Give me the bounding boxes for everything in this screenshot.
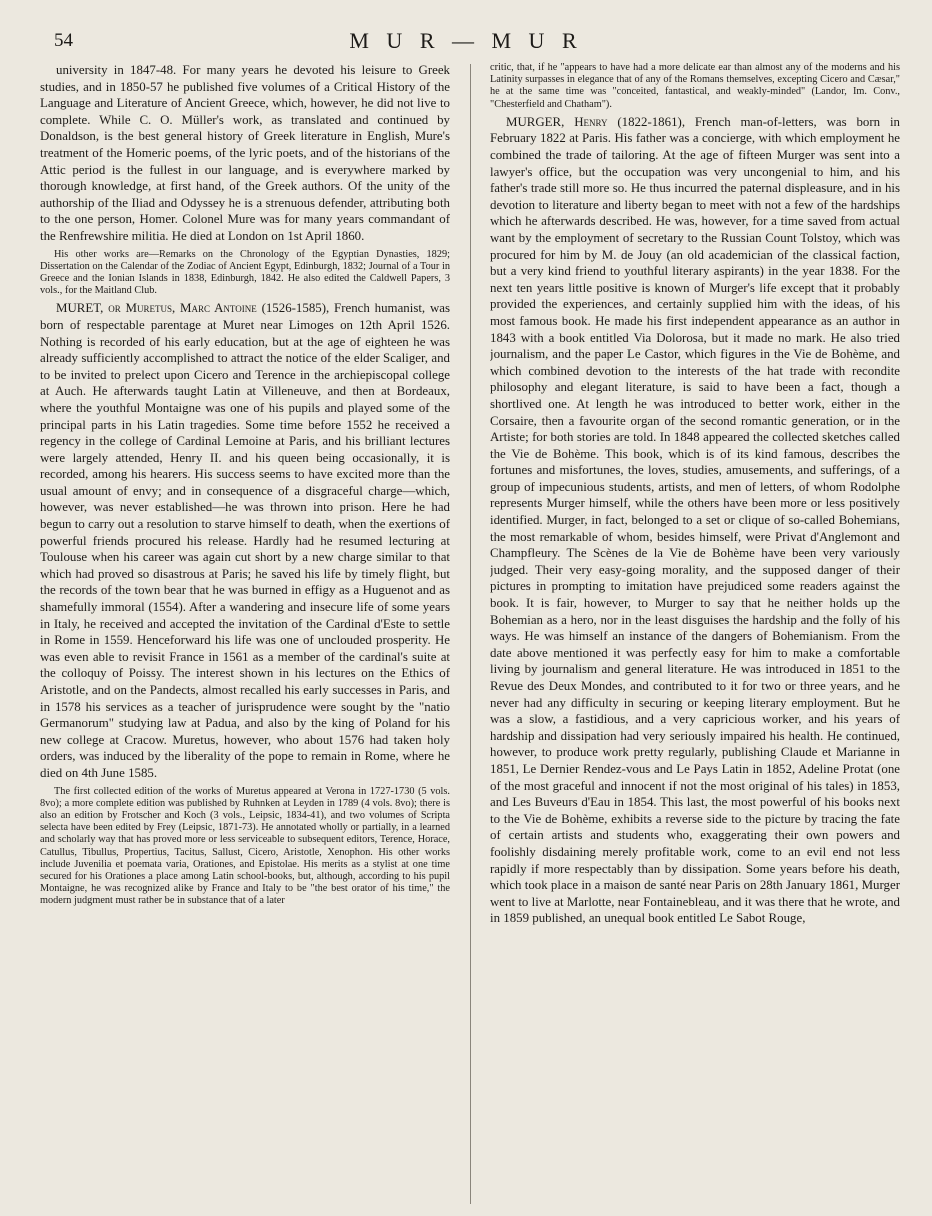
muret-paragraph [40,300,450,781]
muret-entry-text: (1526-1585), French humanist, was born of respectable parentage at Muret near Limoges on 12th April 1526. Nothing is recorded of his early education, but at the age of eighteen he was already sufficiently accomplished to attract the notice of the elder Scaliger, and to be invited to prelect upon Cicero and Terence in the archiepiscopal college at Auch. He afterwards taught Latin at Villeneuve, and then at Bordeaux, where the youthful Montaigne was one of his pupils and played some of the principal parts in his Latin tragedies. Some time before 1552 he received a regency in the college of Cardinal Lemoine at Paris, and his brilliant lectures were largely attended, Henry II. and his queen being occasionally, it is recorded, among his hearers. His success seems to have excited more than the usual amount of envy; and in consequence of a disgraceful charge—which, however, was never established—he was thrown into prison. Here he had begun to carry out a resolution to starve himself to death, when the exertions of powerful friends procured his release. Hardly had he resumed lecturing at Toulouse when his career was again cut short by a new charge similar to that which had proved so disastrous at Paris; he saved his life by timely flight, but the records of the town bear that he was burned in effigy as a Huguenot and as shamefully immoral (1554). After a wandering and insecure life of some years in Italy, he received and accepted the invitation of the Cardinal d'Este to settle in Rome in 1559. Henceforward his life was one of unclouded prosperity. He was even able to revisit France in 1561 as a member of the cardinal's suite at the colloquy of Poissy. The interest shown in his lectures on the Ethics of Aristotle, and on the Pandects, almost recalled his early successes in Paris, and in 1578 his services as a teacher of jurisprudence were sought by the "natio Germanorum" studying law at Padua, and also by the king of Poland for his new college at Cracow. Muretus, however, who about 1576 had taken holy orders, was induced by the liberality of the pope to remain in Rome, where he died on 4th June 1585. [40,301,450,780]
mure-works-note: His other works are—Remarks on the Chronology of the Egyptian Dynasties, 1829; Dissertation on the Calendar of the Zodiac of Ancient Egypt, Edinburgh, 1832; Journal of a Tour in Greece and the Ionian Islands in 1838, Edinburgh, 1842. He also edited the Caldwell Papers, 3 vols., for the Maitland Club. [40,248,450,297]
murger-paragraph [490,114,900,927]
page-heading: M U R — M U R [349,28,583,53]
muret-entry-heading: MURET, or Muretus, Marc Antoine [56,301,257,316]
muret-editions-note: The first collected edition of the works of Muretus appeared at Verona in 1727-1730 (5 vols. 8vo); a more complete edition was published by Ruhnken at Leyden in 1789 (4 vols. 8vo); there is also an edition by Frotscher and Koch (3 vols., Leipsic, 1834-41), and two volumes of Scripta selecta have been edited by Frey (Leipsic, 1871-73). He annotated wholly or partially, in a learned and scholarly way that has proved more or less serviceable to subsequent editors, Terence, Horace, Catullus, Tibullus, Propertius, Tacitus, Sallust, Cicero, Aristotle, Xenophon. His other works include Juvenilia et poemata varia, Orationes, and Epistolae. His merits as a stylist at one time secured for his Orationes a place among Latin school-books, but, although, according to his pupil Montaigne, he was recognized alike by France and Italy to be "the best orator of his time," the modern judgment must rather be in substance that of a later [40,785,450,907]
column-divider [470,64,471,1204]
mure-paragraph: university in 1847-48. For many years he devoted his leisure to Greek studies, and in 1850-57 he published five volumes of a Critical History of the Language and Literature of Ancient Greece, which, however, he did not live to complete. While C. O. Müller's work, as translated and continued by Donaldson, is the best general history of Greek literature in English, Mure's treatment of the Homeric poems, of the lyric poets, and of the historians of the Attic period is the fullest in our language, and is everywhere marked by thorough knowledge, at first hand, of the Greek authors. Of the unity of the authorship of the Iliad and Odyssey he is a strenuous defender, attributing both to the one person, Homer. Colonel Mure was for many years commandant of the Renfrewshire militia. He died at London on 1st April 1860. [40,63,450,243]
murger-entry-heading: MURGER, Henry [506,114,608,129]
text-columns [40,62,900,1208]
muret-note-continuation: critic, that, if he "appears to have had a more delicate ear than almost any of the moderns and his Latinity surpasses in elegance that of any of the Romans themselves, excepting Cicero and Cæsar," he at the same time was "conceited, fantastical, and weakly-minded" (Landor, Im. Conv., "Chesterfield and Chatham"). [490,62,900,110]
murger-entry-text: (1822-1861), French man-of-letters, was born in February 1822 at Paris. His father was a concierge, with which employment he combined the trade of tailoring. At the age of fifteen Murger was sent into a lawyer's office, but the occupation was very uncongenial to him, and his father's trade still more so. He thus incurred the paternal displeasure, and in his devotion to literature and liberty began to meet with not a few of the hardships which he afterwards described. He was, however, for a time saved from actual want by the employment of secretary to the Russian Count Tolstoy, which was procured for him by M. de Jouy (an old academician of the classical faction, but a very kind friend to youthful literary aspirants) in the year 1838. For the next ten years little positive is known of Murger's life except that it probably provided the experiences, and certainly supplied him with the ideas, of his most famous book. He made his first independent appearance as an author in 1843 with a book entitled Via Dolorosa, but it made no mark. He also tried journalism, and the paper Le Castor, which figures in the Vie de Bohème, and which combined devotion to the interests of the hat trade with recondite philosophy and elegant literature, is said to have been a fact, though a shortlived one. At length he was introduced to better work, either in the Corsaire, then a favourite organ of the second romantic generation, or in the Artiste; for both stories are told. In 1848 appeared the collected sketches called the Vie de Bohème. This book, which is of its kind famous, describes the fortunes and misfortunes, the loves, studies, amusements, and sufferings, of a group of impecunious students, artists, and men of letters, of whom Rodolphe represents Murger himself, while the others have been more or less positively identified. Murger, in fact, belonged to a set or clique of so-called Bohemians, the most remarkable of whom, besides himself, were Privat d'Anglemont and Champfleury. The Scènes de la Vie de Bohème have been very variously judged. Their very easy-going morality, and the supposed danger of their pictures in prompting to imitation have prejudiced some readers against the book. It is fair, however, to Murger to say that he neither holds up the Bohemian as a hero, nor in the least disguises the hardship and the folly of his ways. He was himself an instance of the dangers of Bohemianism. From the date above mentioned it was perfectly easy for him to make a comfortable living by journalism and general literature. He was introduced in 1851 to the Revue des Deux Mondes, and contributed to it for two or three years, and he never had any difficulty in securing or keeping literary employment. But he was a slow, a fastidious, and a very capricious worker, and his years of hardship and dissipation had very seriously impaired his health. He continued, however, to produce work pretty regularly, publishing Claude et Marianne in 1851, Le Dernier Rendez-vous and Le Pays Latin in 1852, Adeline Protat (one of the most graceful and innocent if not the most original of his tales) in 1853, and Les Buveurs d'Eau in 1854. This last, the most powerful of his books next to the Vie de Bohème, exhibits a reverse side to the picture by tracing the fate of certain artists and students who, exaggerating their own powers and foolishly disdaining merely profitable work, come to an evil end not less rapidly if more respectably than by dissipation. Some years before his death, which took place in a maison de santé near Paris on 28th January 1861, Murger went to live at Marlotte, near Fontainebleau, and it was there that he wrote, and in 1859 published, an unequal book entitled Le Sabot Rouge, [490,114,900,926]
page-number: 54 [54,30,73,51]
running-head [40,26,892,56]
left-column [40,62,450,1208]
right-column [490,62,900,1208]
